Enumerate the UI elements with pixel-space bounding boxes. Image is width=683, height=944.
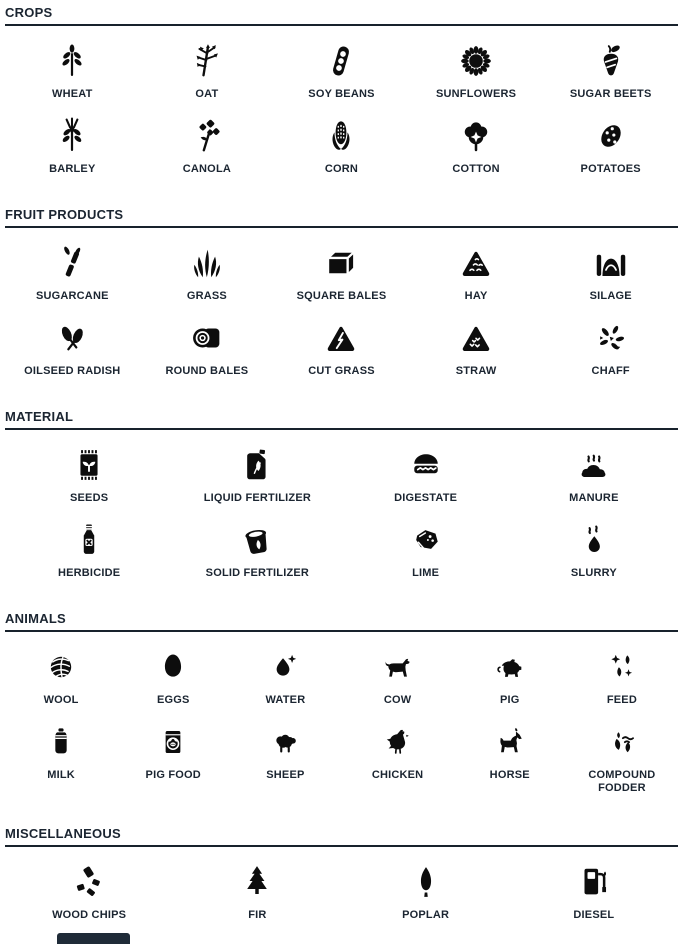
item-label: POPLAR: [402, 909, 450, 921]
straw-icon: [457, 316, 495, 360]
grass-icon: [188, 241, 226, 285]
item-label: SHEEP: [266, 769, 305, 781]
sunflowers-icon: [457, 39, 495, 83]
item-label: FIR: [248, 909, 267, 921]
section-title: ANIMALS: [5, 608, 678, 632]
legend-item-oilseed-radish: [5, 303, 140, 378]
legend-item-cut-grass: [274, 303, 409, 378]
sheep-icon: [268, 720, 302, 764]
milk-icon: [44, 720, 78, 764]
diesel-icon: [575, 860, 613, 904]
wool-icon: [44, 645, 78, 689]
legend-item-seeds: [5, 430, 173, 505]
item-label: LIME: [412, 567, 440, 579]
item-label: FEED: [606, 694, 637, 706]
legend-item-wood-chips: [5, 847, 173, 922]
hay-icon: [457, 241, 495, 285]
item-label: CANOLA: [182, 163, 232, 175]
pig-food-icon: [156, 720, 190, 764]
item-label: PIG FOOD: [145, 769, 201, 781]
section-fruit-products: [5, 204, 678, 378]
legend-item-straw: [409, 303, 544, 378]
item-label: HAY: [464, 290, 488, 302]
cut-grass-icon: [322, 316, 360, 360]
legend-item-wool: [5, 632, 117, 707]
section-title: FRUIT PRODUCTS: [5, 204, 678, 228]
canola-icon: [188, 114, 226, 158]
legend-item-fir: [173, 847, 341, 922]
compound-fodder-icon: [605, 720, 639, 764]
silage-icon: [592, 241, 630, 285]
wood-chips-icon: [70, 860, 108, 904]
item-label: SUGARCANE: [35, 290, 109, 302]
icon-grid: [5, 228, 678, 378]
item-label: WATER: [265, 694, 306, 706]
cow-icon: [381, 645, 415, 689]
item-label: OILSEED RADISH: [24, 365, 121, 377]
herbicide-icon: [70, 518, 108, 562]
icon-grid: [5, 632, 678, 795]
item-label: HORSE: [489, 769, 530, 781]
item-label: CORN: [324, 163, 359, 175]
lime-icon: [407, 518, 445, 562]
chaff-icon: [592, 316, 630, 360]
item-label: PIG: [499, 694, 520, 706]
item-label: ROUND BALES: [165, 365, 249, 377]
legend-item-wheat: [5, 26, 140, 101]
legend-item-manure: [510, 430, 678, 505]
legend-item-chicken: [341, 707, 453, 795]
legend-item-potatoes: [543, 101, 678, 176]
legend-item-hay: [409, 228, 544, 303]
item-label: STRAW: [455, 365, 497, 377]
legend-item-corn: [274, 101, 409, 176]
item-label: CUT GRASS: [308, 365, 375, 377]
sugar-beets-icon: [592, 39, 630, 83]
legend-item-poplar: [342, 847, 510, 922]
legend-item-diesel: [510, 847, 678, 922]
item-label: CHICKEN: [371, 769, 424, 781]
item-label: SLURRY: [570, 567, 617, 579]
eggs-icon: [156, 645, 190, 689]
wheat-icon: [53, 39, 91, 83]
legend-item-solid-fertilizer: [173, 505, 341, 580]
round-bales-icon: [188, 316, 226, 360]
section-animals: [5, 608, 678, 795]
legend-item-grass: [140, 228, 275, 303]
square-bales-icon: [322, 241, 360, 285]
icon-grid: [5, 26, 678, 176]
legend-item-horse: [454, 707, 566, 795]
legend-item-milk: [5, 707, 117, 795]
item-label: GRASS: [186, 290, 227, 302]
item-label: WHEAT: [52, 88, 93, 100]
item-label: DIESEL: [573, 909, 615, 921]
section-miscellaneous: [5, 823, 678, 922]
legend-item-water: [229, 632, 341, 707]
legend-item-sugar-beets: [543, 26, 678, 101]
water-icon: [268, 645, 302, 689]
legend-item-canola: [140, 101, 275, 176]
legend-item-soy-beans: [274, 26, 409, 101]
legend-item-pig: [454, 632, 566, 707]
item-label: SUGAR BEETS: [569, 88, 652, 100]
legend-item-compound-fodder: [566, 707, 678, 795]
legend-item-round-bales: [140, 303, 275, 378]
item-label: WOOD CHIPS: [52, 909, 127, 921]
item-label: COW: [383, 694, 412, 706]
section-title: MISCELLANEOUS: [5, 823, 678, 847]
section-title: CROPS: [5, 2, 678, 26]
item-label: DIGESTATE: [394, 492, 458, 504]
legend-item-silage: [543, 228, 678, 303]
legend-item-cow: [341, 632, 453, 707]
legend-item-eggs: [117, 632, 229, 707]
item-label: POTATOES: [580, 163, 641, 175]
item-label: EGGS: [156, 694, 190, 706]
icon-grid: [5, 847, 678, 922]
legend-item-slurry: [510, 505, 678, 580]
legend-item-feed: [566, 632, 678, 707]
legend-item-sheep: [229, 707, 341, 795]
item-label: SEEDS: [69, 492, 109, 504]
corn-icon: [322, 114, 360, 158]
pig-icon: [493, 645, 527, 689]
section-crops: [5, 2, 678, 176]
horse-icon: [493, 720, 527, 764]
potatoes-icon: [592, 114, 630, 158]
legend-item-liquid-fertilizer: [173, 430, 341, 505]
feed-icon: [605, 645, 639, 689]
icon-grid: [5, 430, 678, 580]
oilseed-radish-icon: [53, 316, 91, 360]
item-label: HERBICIDE: [57, 567, 121, 579]
sugarcane-icon: [53, 241, 91, 285]
legend-item-pig-food: [117, 707, 229, 795]
legend-item-square-bales: [274, 228, 409, 303]
oat-icon: [188, 39, 226, 83]
liquid-fertilizer-icon: [238, 443, 276, 487]
poplar-icon: [407, 860, 445, 904]
section-material: [5, 406, 678, 580]
slurry-icon: [575, 518, 613, 562]
legend-item-chaff: [543, 303, 678, 378]
item-label: CHAFF: [591, 365, 630, 377]
item-label: BARLEY: [49, 163, 96, 175]
item-label: SUNFLOWERS: [435, 88, 517, 100]
item-label: COTTON: [452, 163, 500, 175]
solid-fertilizer-icon: [238, 518, 276, 562]
legend-item-digestate: [342, 430, 510, 505]
item-label: COMPOUND FODDER: [588, 769, 656, 794]
section-title: MATERIAL: [5, 406, 678, 430]
item-label: WOOL: [43, 694, 79, 706]
item-label: SOLID FERTILIZER: [205, 567, 310, 579]
legend-item-cotton: [409, 101, 544, 176]
item-label: OAT: [195, 88, 219, 100]
legend-item-oat: [140, 26, 275, 101]
chicken-icon: [381, 720, 415, 764]
cotton-icon: [457, 114, 495, 158]
item-label: MANURE: [569, 492, 619, 504]
legend-item-sugarcane: [5, 228, 140, 303]
legend-item-barley: [5, 101, 140, 176]
legend-item-herbicide: [5, 505, 173, 580]
digestate-icon: [407, 443, 445, 487]
manure-icon: [575, 443, 613, 487]
item-label: MILK: [47, 769, 75, 781]
partial-cutoff-element: [57, 933, 130, 944]
item-label: SILAGE: [589, 290, 632, 302]
soy-beans-icon: [322, 39, 360, 83]
item-label: SOY BEANS: [308, 88, 375, 100]
seeds-icon: [70, 443, 108, 487]
sections-container: [5, 2, 678, 922]
item-label: LIQUID FERTILIZER: [203, 492, 312, 504]
item-label: SQUARE BALES: [296, 290, 387, 302]
barley-icon: [53, 114, 91, 158]
fir-icon: [238, 860, 276, 904]
legend-item-lime: [342, 505, 510, 580]
legend-item-sunflowers: [409, 26, 544, 101]
